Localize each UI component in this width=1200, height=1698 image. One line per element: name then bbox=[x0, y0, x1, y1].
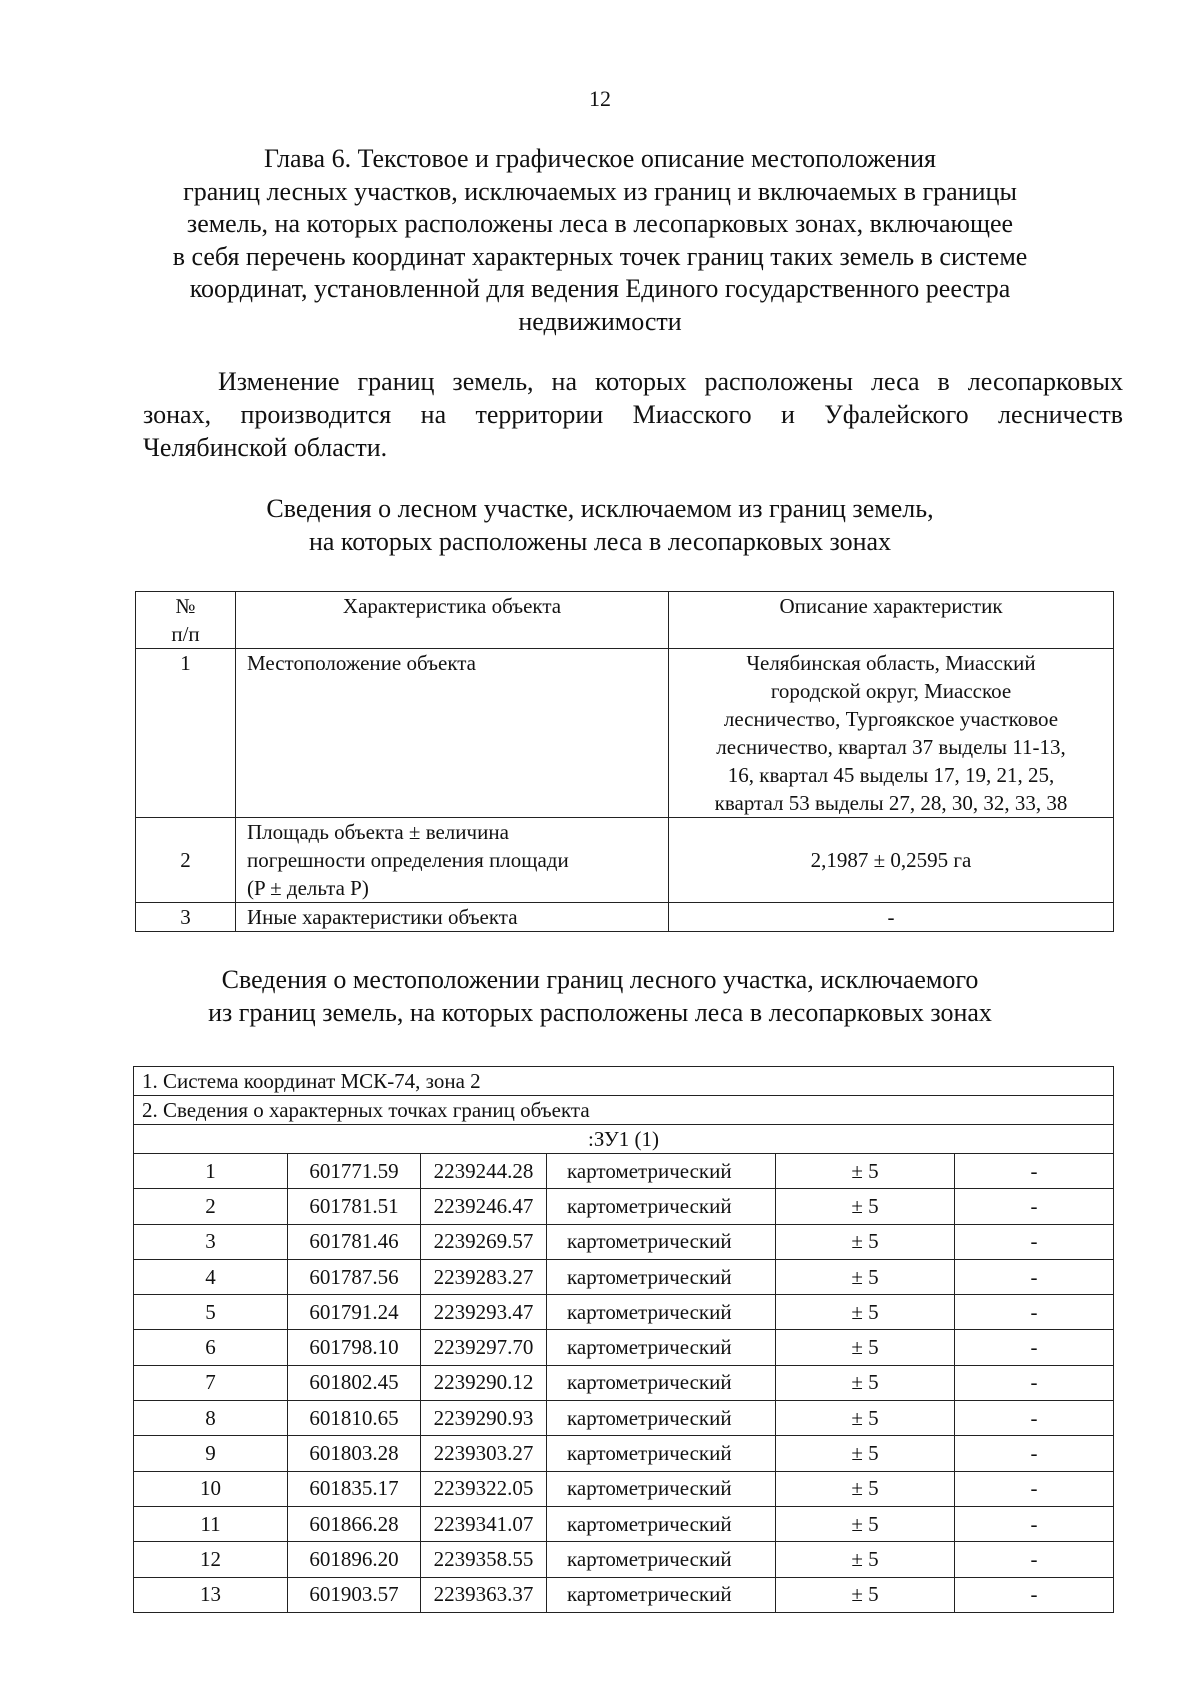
accuracy: ± 5 bbox=[776, 1295, 955, 1330]
section-heading-line: из границ земель, на которых расположены леса в лесопарковых зонах bbox=[208, 998, 992, 1027]
point-number: 10 bbox=[134, 1471, 288, 1506]
section-heading-line: Сведения о местоположении границ лесного участка, исключаемого bbox=[221, 965, 979, 994]
coord-y: 2239341.07 bbox=[421, 1506, 547, 1541]
table-header-row bbox=[136, 592, 1114, 649]
coord-x: 601803.28 bbox=[288, 1436, 421, 1471]
description-line: 2,1987 ± 0,2595 га bbox=[810, 848, 972, 872]
coord-y: 2239303.27 bbox=[421, 1436, 547, 1471]
table-row bbox=[136, 649, 1114, 818]
row-num: 2 bbox=[136, 818, 236, 903]
note: - bbox=[955, 1154, 1114, 1189]
accuracy: ± 5 bbox=[776, 1506, 955, 1541]
coord-x: 601781.51 bbox=[288, 1189, 421, 1224]
coord-x: 601791.24 bbox=[288, 1295, 421, 1330]
point-number: 1 bbox=[134, 1154, 288, 1189]
point-number: 12 bbox=[134, 1542, 288, 1577]
coord-system-label: 1. Система координат МСК-74, зона 2 bbox=[134, 1067, 1114, 1096]
accuracy: ± 5 bbox=[776, 1224, 955, 1259]
method: картометрический bbox=[547, 1330, 776, 1365]
description-line: Челябинская область, Миасский bbox=[746, 651, 1036, 675]
description-line: 16, квартал 45 выделы 17, 19, 21, 25, bbox=[727, 763, 1055, 787]
coord-y: 2239358.55 bbox=[421, 1542, 547, 1577]
coord-y: 2239290.12 bbox=[421, 1365, 547, 1400]
coord-y: 2239283.27 bbox=[421, 1259, 547, 1294]
characteristic-line: погрешности определения площади bbox=[247, 848, 569, 872]
accuracy: ± 5 bbox=[776, 1436, 955, 1471]
coord-y: 2239297.70 bbox=[421, 1330, 547, 1365]
intro-line: Челябинской области. bbox=[143, 433, 388, 462]
coord-y: 2239322.05 bbox=[421, 1471, 547, 1506]
row-description bbox=[669, 818, 1114, 903]
accuracy: ± 5 bbox=[776, 1542, 955, 1577]
section-heading-line: Сведения о лесном участке, исключаемом из границ земель, bbox=[266, 494, 934, 523]
accuracy: ± 5 bbox=[776, 1154, 955, 1189]
method: картометрический bbox=[547, 1471, 776, 1506]
point-number: 5 bbox=[134, 1295, 288, 1330]
characteristic-line: Площадь объекта ± величина bbox=[247, 820, 509, 844]
table-row bbox=[134, 1506, 1114, 1541]
page-number: 12 bbox=[589, 86, 611, 111]
note: - bbox=[955, 1224, 1114, 1259]
coord-x: 601787.56 bbox=[288, 1259, 421, 1294]
description-line: лесничество, Тургоякское участковое bbox=[723, 707, 1059, 731]
note: - bbox=[955, 1259, 1114, 1294]
table-row bbox=[134, 1259, 1114, 1294]
intro-line: зонах, производится на территории Миасского и Уфалейского лесничеств bbox=[143, 400, 1123, 429]
accuracy: ± 5 bbox=[776, 1401, 955, 1436]
accuracy: ± 5 bbox=[776, 1259, 955, 1294]
coord-system-row bbox=[134, 1067, 1114, 1096]
table-row bbox=[134, 1154, 1114, 1189]
row-characteristic bbox=[236, 649, 669, 818]
coord-rows bbox=[134, 1154, 1114, 1613]
row-description bbox=[669, 649, 1114, 818]
coord-x: 601866.28 bbox=[288, 1506, 421, 1541]
table-row bbox=[134, 1401, 1114, 1436]
method: картометрический bbox=[547, 1542, 776, 1577]
note: - bbox=[955, 1471, 1114, 1506]
point-number: 13 bbox=[134, 1577, 288, 1612]
chapter-title bbox=[130, 143, 1070, 338]
chapter-title-line: Глава 6. Текстовое и графическое описание местоположения bbox=[264, 144, 936, 173]
note: - bbox=[955, 1401, 1114, 1436]
note: - bbox=[955, 1295, 1114, 1330]
method: картометрический bbox=[547, 1189, 776, 1224]
method: картометрический bbox=[547, 1224, 776, 1259]
chapter-title-line: границ лесных участков, исключаемых из границ и включаемых в границы bbox=[183, 176, 1017, 206]
note: - bbox=[955, 1365, 1114, 1400]
method: картометрический bbox=[547, 1401, 776, 1436]
row-characteristic bbox=[236, 818, 669, 903]
header-cell-num bbox=[136, 592, 236, 649]
section-heading-parcel-info bbox=[130, 492, 1070, 558]
coord-y: 2239290.93 bbox=[421, 1401, 547, 1436]
table-row bbox=[134, 1577, 1114, 1612]
coord-x: 601771.59 bbox=[288, 1154, 421, 1189]
chapter-title-line: земель, на которых расположены леса в лесопарковых зонах, включающее bbox=[186, 209, 1014, 238]
coord-y: 2239269.57 bbox=[421, 1224, 547, 1259]
description-line: квартал 53 выделы 27, 28, 30, 32, 33, 38 bbox=[714, 791, 1068, 815]
row-characteristic bbox=[236, 903, 669, 932]
row-num: 1 bbox=[136, 649, 236, 818]
accuracy: ± 5 bbox=[776, 1471, 955, 1506]
coord-y: 2239244.28 bbox=[421, 1154, 547, 1189]
method: картометрический bbox=[547, 1154, 776, 1189]
accuracy: ± 5 bbox=[776, 1365, 955, 1400]
description-line: городской округ, Миасское bbox=[770, 679, 1012, 703]
chapter-title-line: недвижимости bbox=[518, 306, 682, 336]
description-line: лесничество, квартал 37 выделы 11-13, bbox=[716, 735, 1066, 759]
point-number: 6 bbox=[134, 1330, 288, 1365]
coord-x: 601835.17 bbox=[288, 1471, 421, 1506]
point-number: 4 bbox=[134, 1259, 288, 1294]
point-number: 9 bbox=[134, 1436, 288, 1471]
section-heading-line: на которых расположены леса в лесопарковых зонах bbox=[308, 527, 892, 556]
chapter-title-line: в себя перечень координат характерных точек границ таких земель в системе bbox=[172, 241, 1028, 271]
chapter-title-line: координат, установленной для ведения Единого государственного реестра bbox=[189, 274, 1011, 303]
accuracy: ± 5 bbox=[776, 1189, 955, 1224]
row-num: 3 bbox=[136, 903, 236, 932]
header-num-line: п/п bbox=[171, 622, 200, 646]
table-row bbox=[134, 1542, 1114, 1577]
header-num-line: № bbox=[175, 594, 196, 618]
point-number: 2 bbox=[134, 1189, 288, 1224]
note: - bbox=[955, 1330, 1114, 1365]
table-row bbox=[136, 818, 1114, 903]
header-cell-characteristic: Характеристика объекта bbox=[236, 592, 669, 649]
section-heading-boundary-location bbox=[130, 963, 1070, 1029]
characteristic-line: Местоположение объекта bbox=[247, 651, 477, 675]
intro-line: Изменение границ земель, на которых расположены леса в лесопарковых bbox=[218, 367, 1123, 396]
parcel-label: :ЗУ1 (1) bbox=[134, 1125, 1114, 1154]
accuracy: ± 5 bbox=[776, 1330, 955, 1365]
table-row bbox=[134, 1330, 1114, 1365]
table-row bbox=[134, 1189, 1114, 1224]
coord-x: 601802.45 bbox=[288, 1365, 421, 1400]
method: картометрический bbox=[547, 1436, 776, 1471]
points-info-row bbox=[134, 1096, 1114, 1125]
table-row bbox=[134, 1436, 1114, 1471]
method: картометрический bbox=[547, 1506, 776, 1541]
coord-x: 601896.20 bbox=[288, 1542, 421, 1577]
parcel-info-table bbox=[135, 591, 1114, 932]
row-description bbox=[669, 903, 1114, 932]
coord-x: 601903.57 bbox=[288, 1577, 421, 1612]
header-cell-description: Описание характеристик bbox=[669, 592, 1114, 649]
point-number: 7 bbox=[134, 1365, 288, 1400]
note: - bbox=[955, 1436, 1114, 1471]
table-row bbox=[136, 903, 1114, 932]
points-info-label: 2. Сведения о характерных точках границ объекта bbox=[134, 1096, 1114, 1125]
intro-paragraph bbox=[143, 365, 1123, 464]
table-row bbox=[134, 1365, 1114, 1400]
characteristic-line: (P ± дельта P) bbox=[247, 876, 369, 900]
table-row bbox=[134, 1471, 1114, 1506]
description-line: - bbox=[887, 905, 895, 929]
coord-x: 601798.10 bbox=[288, 1330, 421, 1365]
method: картометрический bbox=[547, 1577, 776, 1612]
method: картометрический bbox=[547, 1365, 776, 1400]
method: картометрический bbox=[547, 1295, 776, 1330]
method: картометрический bbox=[547, 1259, 776, 1294]
coord-y: 2239246.47 bbox=[421, 1189, 547, 1224]
note: - bbox=[955, 1542, 1114, 1577]
point-number: 8 bbox=[134, 1401, 288, 1436]
table-row bbox=[134, 1295, 1114, 1330]
point-number: 11 bbox=[134, 1506, 288, 1541]
characteristic-line: Иные характеристики объекта bbox=[247, 905, 518, 929]
coord-y: 2239363.37 bbox=[421, 1577, 547, 1612]
coord-x: 601781.46 bbox=[288, 1224, 421, 1259]
parcel-row bbox=[134, 1125, 1114, 1154]
coord-x: 601810.65 bbox=[288, 1401, 421, 1436]
boundary-coordinates-table bbox=[133, 1066, 1114, 1613]
note: - bbox=[955, 1577, 1114, 1612]
accuracy: ± 5 bbox=[776, 1577, 955, 1612]
table-row bbox=[134, 1224, 1114, 1259]
point-number: 3 bbox=[134, 1224, 288, 1259]
note: - bbox=[955, 1189, 1114, 1224]
coord-y: 2239293.47 bbox=[421, 1295, 547, 1330]
note: - bbox=[955, 1506, 1114, 1541]
